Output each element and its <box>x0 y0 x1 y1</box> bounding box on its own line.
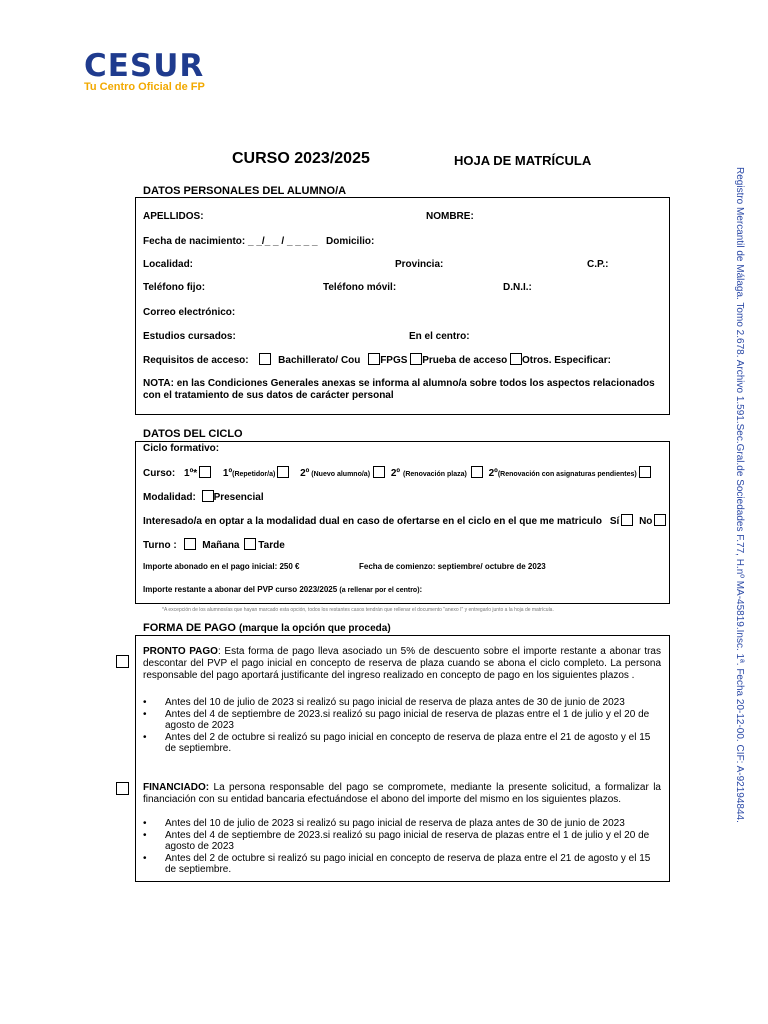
importe-restante-colon: : <box>419 585 423 594</box>
financiado-description: La persona responsable del pago se compromete, mediante la presente solicitud, a formalizar la financiación con su entidad bancaria efectuándose el abono del importe del mismo en los siguientes plazos. <box>143 782 661 805</box>
curso-2-nuevo-checkbox[interactable] <box>373 466 385 478</box>
curso-1-repetidor-checkbox[interactable] <box>277 466 289 478</box>
apellidos-label: APELLIDOS: <box>143 211 204 222</box>
pago-section-title <box>143 622 391 634</box>
course-title: CURSO 2023/2025 <box>232 150 370 167</box>
ciclo-section-title: DATOS DEL CICLO <box>143 428 243 440</box>
birthdate-label: Fecha de nacimiento: _ _/_ _ / _ _ _ _ <box>143 236 318 247</box>
otros-checkbox[interactable] <box>510 353 522 365</box>
pronto-pago-description: : Esta forma de pago lleva asociado un 5% de descuento sobre el importe restante a abonar tras descontar del PVP el pago inicial en concepto de reserva de plaza cuando se abona el ciclo completo. La persona responsable del pago aportará justificante del ingreso realizado en concepto de pago en los siguientes plazos . <box>143 646 661 681</box>
estudios-label: Estudios cursados: <box>143 331 236 342</box>
curso-1-checkbox[interactable] <box>199 466 211 478</box>
dual-si-label: Sí <box>609 516 620 527</box>
prueba-checkbox[interactable] <box>410 353 422 365</box>
provincia-label: Provincia: <box>395 259 444 270</box>
centro-label: En el centro: <box>409 331 470 342</box>
pronto-pago-label: PRONTO PAGO <box>143 646 218 657</box>
curso-1-label: 1º* <box>184 468 198 479</box>
requisitos-row <box>143 353 611 366</box>
importe-inicial: Importe abonado en el pago inicial: 250 € <box>143 562 300 571</box>
privacy-note: NOTA: en las Condiciones Generales anexas se informa al alumno/a sobre todos los aspectos relacionados con el tratamiento de sus datos de carácter personal <box>143 378 655 401</box>
financiado-checkbox[interactable] <box>116 782 129 795</box>
tarde-label: Tarde <box>258 540 285 551</box>
curso-label: Curso: <box>143 468 176 479</box>
telefono-movil-label: Teléfono móvil: <box>323 282 397 293</box>
registro-mercantil-text: Registro Mercantil de Málaga. Tomo 2.678. Archivo 1.591.Sec.Gral.de Sociedades F.77, H.nº MA-45819.Insc. 1ª. Fecha 20-12-00. CIF: A-92194844. <box>734 167 745 823</box>
financiado-text <box>143 782 661 806</box>
turno-label: Turno : <box>143 540 177 551</box>
form-title: HOJA DE MATRÍCULA <box>454 153 592 168</box>
dual-question: Interesado/a en optar a la modalidad dual en caso de ofertarse en el ciclo en el que me matriculo <box>143 516 603 527</box>
bachillerato-label: Bachillerato/ Cou <box>278 355 361 366</box>
list-item: • Antes del 2 de octubre si realizó su pago inicial en concepto de reserva de plaza entre el 21 de agosto y el 15 de septiembre. <box>135 732 663 754</box>
curso-2-renovacion-label: 2º <box>390 468 401 479</box>
curso-2-pendientes-checkbox[interactable] <box>639 466 651 478</box>
ciclo-formativo-label: Ciclo formativo: <box>143 443 220 454</box>
importe-restante-row <box>143 585 422 594</box>
telefono-fijo-label: Teléfono fijo: <box>143 282 206 293</box>
curso-2-nuevo-note: (Nuevo alumno/a) <box>311 471 371 478</box>
dual-no-label: No <box>639 516 653 527</box>
pago-subtitle: (marque la opción que proceda) <box>238 623 391 634</box>
financiado-label: FINANCIADO: <box>143 782 210 793</box>
pago-title: FORMA DE PAGO <box>143 622 236 634</box>
dni-label: D.N.I.: <box>503 282 532 293</box>
curso-2-nuevo-label: 2º <box>300 468 310 479</box>
manana-label: Mañana <box>202 540 240 551</box>
financiado-list <box>135 818 663 876</box>
list-item: • Antes del 10 de julio de 2023 si realizó su pago inicial de reserva de plaza antes de 30 de junio de 2023 <box>135 818 663 829</box>
pronto-pago-checkbox[interactable] <box>116 655 129 668</box>
modalidad-label: Modalidad: <box>143 492 196 503</box>
logo-tagline: Tu Centro Oficial de FP <box>84 81 205 93</box>
list-item: • Antes del 4 de septiembre de 2023.si realizó su pago inicial de reserva de plazas entre el 1 de julio y el 20 de agosto de 2023 <box>135 830 663 852</box>
requisitos-label: Requisitos de acceso: <box>143 355 249 366</box>
curso-1-repetidor-note: (Repetidor/a) <box>232 471 276 478</box>
importe-restante-label: Importe restante a abonar del PVP curso 2023/2025 <box>143 585 338 594</box>
curso-2-renovacion-note: (Renovación plaza) <box>403 471 467 478</box>
presencial-checkbox[interactable] <box>202 490 214 502</box>
curso-2-pendientes-note: (Renovación con asignaturas pendientes) <box>497 471 637 478</box>
dual-no-checkbox[interactable] <box>654 514 666 526</box>
prueba-label: Prueba de acceso <box>422 355 508 366</box>
personal-section-title: DATOS PERSONALES DEL ALUMNO/A <box>143 185 347 197</box>
tarde-checkbox[interactable] <box>244 538 256 550</box>
curso-2-pendientes-label: 2º <box>488 468 498 479</box>
presencial-label: Presencial <box>213 492 264 503</box>
list-item: • Antes del 4 de septiembre de 2023.si realizó su pago inicial de reserva de plazas entre el 1 de julio y el 20 de agosto de 2023 <box>135 709 663 731</box>
cp-label: C.P.: <box>587 259 609 270</box>
correo-label: Correo electrónico: <box>143 307 236 318</box>
curso-2-renovacion-checkbox[interactable] <box>471 466 483 478</box>
list-item: • Antes del 2 de octubre si realizó su pago inicial en concepto de reserva de plaza entre el 21 de agosto y el 15 de septiembre. <box>135 853 663 875</box>
fpgs-label: FPGS <box>380 355 408 366</box>
importe-restante-note: (a rellenar por el centro) <box>339 587 420 594</box>
registro-mercantil-sidebar <box>733 167 745 843</box>
dual-si-checkbox[interactable] <box>621 514 633 526</box>
curso-1-repetidor-label: 1º <box>222 468 233 479</box>
cesur-logo: CESUR <box>84 48 205 84</box>
bachillerato-checkbox[interactable] <box>259 353 271 365</box>
list-item: • Antes del 10 de julio de 2023 si realizó su pago inicial de reserva de plaza antes de 30 de junio de 2023 <box>135 697 663 708</box>
curso-row <box>143 466 651 479</box>
turno-row <box>143 538 285 551</box>
nombre-label: NOMBRE: <box>426 211 474 222</box>
dual-row <box>143 514 666 527</box>
pronto-pago-text <box>143 646 661 682</box>
fecha-comienzo: Fecha de comienzo: septiembre/ octubre de 2023 <box>359 562 546 571</box>
otros-label: Otros. Especificar: <box>522 355 611 366</box>
fpgs-checkbox[interactable] <box>368 353 380 365</box>
manana-checkbox[interactable] <box>184 538 196 550</box>
domicilio-label: Domicilio: <box>326 236 375 247</box>
pronto-pago-list <box>135 697 663 755</box>
ciclo-footnote: *A excepción de los alumnos/as que hayan marcado esta opción, todos los restantes casos tendrán que rellenar el documento "anexo I" y entregarlo junto a la hoja de matrícula. <box>162 607 554 613</box>
modalidad-row <box>143 490 264 503</box>
localidad-label: Localidad: <box>143 259 194 270</box>
